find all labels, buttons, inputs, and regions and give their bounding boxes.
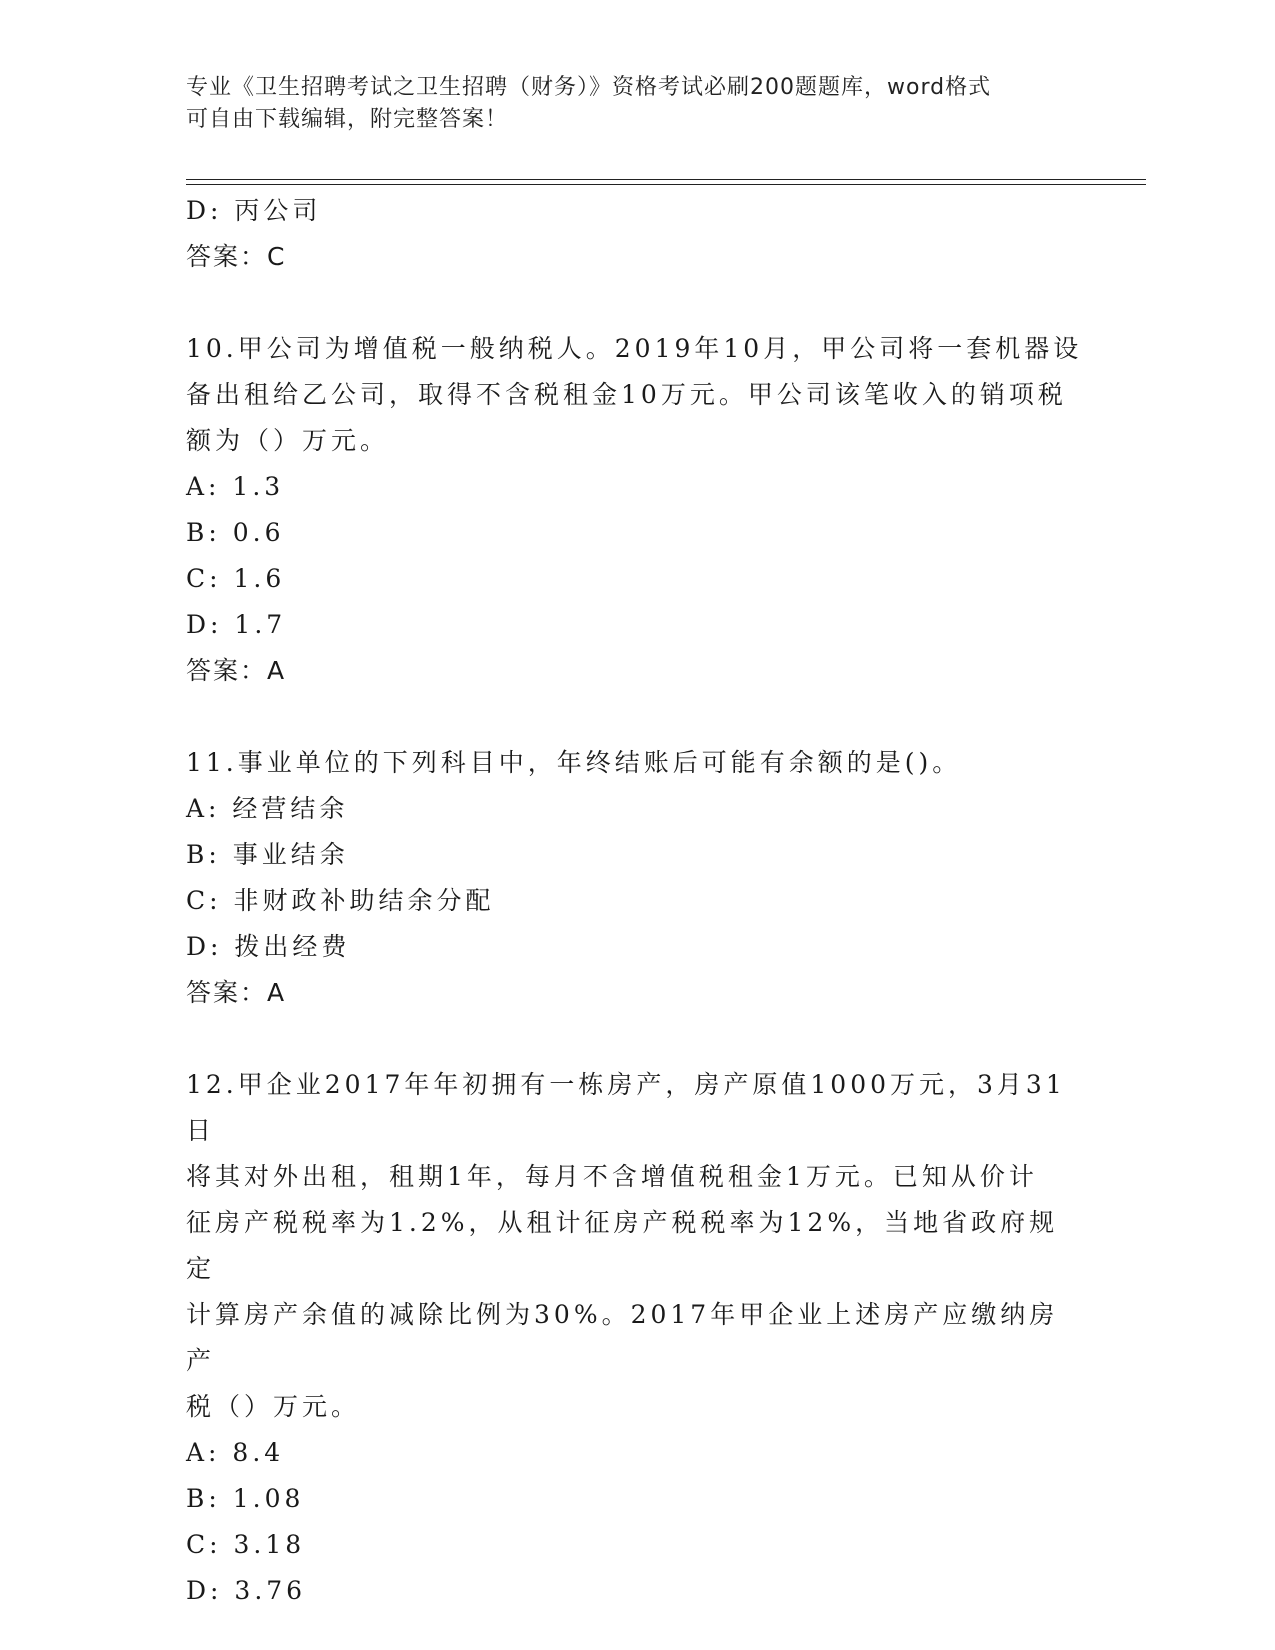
option-b: B: 事业结余 <box>186 840 349 869</box>
answer-line: 答案：A <box>186 656 287 685</box>
spacer <box>186 1016 1086 1062</box>
option-a: A: 经营结余 <box>186 794 349 823</box>
answer-line: 答案：C <box>186 242 287 271</box>
header-title-line2: 可自由下载编辑，附完整答案！ <box>186 107 509 132</box>
question-stem-line: 11.事业单位的下列科目中，年终结账后可能有余额的是()。 <box>186 748 962 777</box>
answer-line: 答案：A <box>186 978 287 1007</box>
question-stem-line: 计算房产余值的减除比例为30%。2017年甲企业上述房产应缴纳房产 <box>186 1300 1059 1375</box>
question-stem-line: 将其对外出租，租期1年，每月不含增值税租金1万元。已知从价计 <box>186 1162 1038 1191</box>
question-stem-line: 10.甲公司为增值税一般纳税人。2019年10月，甲公司将一套机器设 <box>186 334 1083 363</box>
option-d: D: 1.7 <box>186 610 287 639</box>
header-divider-top <box>186 179 1146 180</box>
question-12 <box>186 1062 1086 1614</box>
option-d: D: 丙公司 <box>186 196 322 225</box>
option-c: C: 非财政补助结余分配 <box>186 886 495 915</box>
question-9-tail <box>186 188 1086 280</box>
page-header <box>186 72 1086 136</box>
question-10 <box>186 326 1086 694</box>
document-body <box>186 188 1086 1614</box>
question-stem-line: 征房产税税率为1.2%，从租计征房产税税率为12%，当地省政府规定 <box>186 1208 1059 1283</box>
option-a: A: 8.4 <box>186 1438 285 1467</box>
question-stem-line: 备出租给乙公司，取得不含税租金10万元。甲公司该笔收入的销项税 <box>186 380 1067 409</box>
option-b: B: 0.6 <box>186 518 285 547</box>
option-c: C: 1.6 <box>186 564 286 593</box>
question-stem-line: 12.甲企业2017年年初拥有一栋房产，房产原值1000万元，3月31日 <box>186 1070 1066 1145</box>
spacer <box>186 694 1086 740</box>
option-d: D: 3.76 <box>186 1576 307 1605</box>
header-title-line1: 专业《卫生招聘考试之卫生招聘（财务）》资格考试必刷200题题库，word格式 <box>186 75 992 100</box>
question-stem-line: 额为（）万元。 <box>186 426 390 455</box>
header-divider-bottom <box>186 184 1146 185</box>
question-11 <box>186 740 1086 1016</box>
option-b: B: 1.08 <box>186 1484 305 1513</box>
option-c: C: 3.18 <box>186 1530 306 1559</box>
option-d: D: 拨出经费 <box>186 932 351 961</box>
question-stem-line: 税（）万元。 <box>186 1392 361 1421</box>
option-a: A: 1.3 <box>186 472 285 501</box>
spacer <box>186 280 1086 326</box>
